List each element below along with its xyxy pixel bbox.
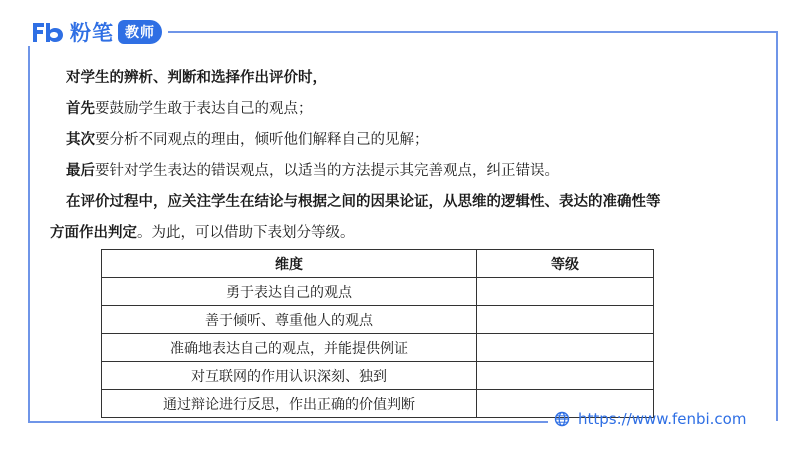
frame-left-border [28, 46, 30, 423]
website-link[interactable] [554, 410, 746, 428]
dimension-cell: 准确地表达自己的观点，并能提供例证 [102, 334, 477, 362]
keyword-judgement: 方面作出判定 [50, 224, 137, 241]
text-last: 要针对学生表达的错误观点，以适当的方法提示其完善观点，纠正错误。 [95, 163, 559, 179]
keyword-last: 最后 [66, 162, 95, 179]
grade-cell [477, 362, 654, 390]
keyword-second: 其次 [66, 131, 95, 148]
paragraph-process-cont [50, 217, 766, 248]
paragraph-intro: 对学生的辨析、判断和选择作出评价时， [66, 69, 327, 86]
table-row [102, 278, 654, 306]
paragraph-last [66, 155, 766, 186]
frame-top-border [168, 31, 777, 33]
text-first: 要鼓励学生敢于表达自己的观点； [95, 101, 313, 117]
dimension-cell: 善于倾听、尊重他人的观点 [102, 306, 477, 334]
paragraph-second [66, 124, 766, 155]
table-row [102, 306, 654, 334]
dimension-cell: 通过辩论进行反思，作出正确的价值判断 [102, 390, 477, 418]
dimension-cell: 勇于表达自己的观点 [102, 278, 477, 306]
brand-name: 粉笔 [70, 21, 114, 45]
paragraph-process: 在评价过程中，应关注学生在结论与根据之间的因果论证，从思维的逻辑性、表达的准确性等 [66, 193, 661, 210]
frame-right-border [776, 31, 778, 421]
grading-table [101, 249, 654, 418]
table-row [102, 362, 654, 390]
grade-cell [477, 306, 654, 334]
header-dimension: 维度 [102, 250, 477, 278]
website-url: https://www.fenbi.com [578, 410, 747, 428]
table-row [102, 334, 654, 362]
text-second: 要分析不同观点的理由，倾听他们解释自己的见解； [95, 132, 429, 148]
header-grade: 等级 [477, 250, 654, 278]
text-judgement: 。为此，可以借助下表划分等级。 [137, 225, 355, 241]
grade-cell [477, 334, 654, 362]
frame-bottom-border [28, 421, 548, 423]
globe-icon [554, 411, 570, 427]
keyword-first: 首先 [66, 100, 95, 117]
evaluation-text [50, 62, 766, 248]
table-header-row [102, 250, 654, 278]
dimension-cell: 对互联网的作用认识深刻、独到 [102, 362, 477, 390]
paragraph-first [66, 93, 766, 124]
brand-pill: 教师 [118, 20, 162, 44]
fenbi-logo-mark-icon [30, 19, 66, 45]
grade-cell [477, 278, 654, 306]
fenbi-logo [30, 19, 162, 45]
